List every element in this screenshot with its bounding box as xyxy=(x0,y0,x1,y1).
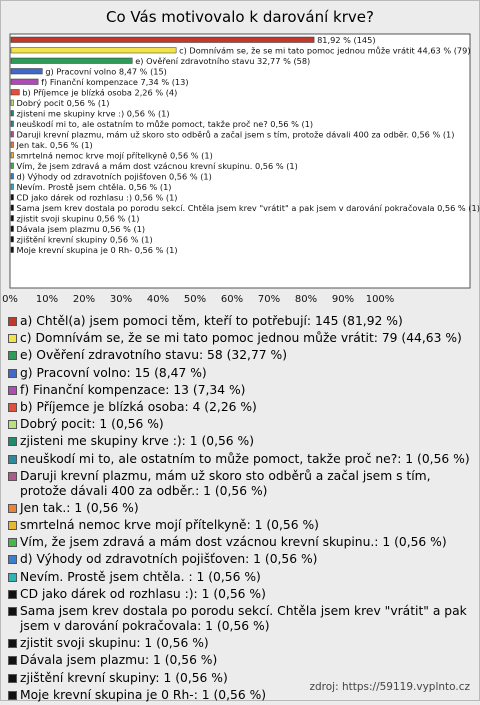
legend-label: b) Příjemce je blízká osoba: 4 (2,26 %) xyxy=(20,399,257,414)
legend-swatch xyxy=(8,639,17,648)
bar-label-19: Dávala jsem plazmu 0,56 % (1) xyxy=(16,224,146,235)
x-tick-label-5: 50% xyxy=(183,294,207,305)
legend-item xyxy=(8,331,476,346)
bar-label-4: g) Pracovní volno 8,47 % (15) xyxy=(45,66,167,77)
chart-plot xyxy=(0,0,480,310)
legend-swatch xyxy=(8,590,17,599)
legend-swatch xyxy=(8,504,17,513)
x-tick-label-8: 80% xyxy=(294,294,318,305)
bar-label-18: zjistit svoji skupinu 0,56 % (1) xyxy=(16,213,140,224)
legend-swatch xyxy=(8,437,17,446)
bar-18 xyxy=(11,216,14,222)
legend-label: e) Ověření zdravotního stavu: 58 (32,77 %) xyxy=(20,348,288,363)
legend-swatch xyxy=(8,521,17,530)
x-tick-label-2: 20% xyxy=(72,294,96,305)
legend-swatch xyxy=(8,420,17,429)
bar-label-10: Daruji krevní plazmu, mám už skoro sto odběrů a začal jsem s tím, protože dávali 400 za odběr. 0,56 % (1) xyxy=(16,129,455,140)
bar-3 xyxy=(11,58,132,64)
legend-label: Sama jsem krev dostala po porodu sekcí. Chtěla jsem krev "vrátit" a pak jsem v darování pokračovala: 1 (0,56 %) xyxy=(20,604,467,633)
legend-swatch xyxy=(8,472,17,481)
legend-item xyxy=(8,417,476,432)
legend-swatch xyxy=(8,334,17,343)
bar-label-3: e) Ověření zdravotního stavu 32,77 % (58) xyxy=(135,56,311,67)
x-tick-label-7: 70% xyxy=(257,294,281,305)
x-tick-label-10: 100% xyxy=(365,294,395,305)
legend-label: neuškodí mi to, ale ostatním to může pomoct, takže proč ne?: 1 (0,56 %) xyxy=(20,451,470,466)
legend-swatch xyxy=(8,691,17,700)
legend-item xyxy=(8,383,476,398)
legend-swatch xyxy=(8,317,17,326)
legend-label: Jen tak.: 1 (0,56 %) xyxy=(20,500,139,515)
bar-21 xyxy=(11,247,14,253)
legend-label: a) Chtěl(a) jsem pomoci těm, kteří to potřebují: 145 (81,92 %) xyxy=(20,314,403,328)
bar-8 xyxy=(11,111,14,117)
legend-label: zjisteni me skupiny krve :): 1 (0,56 %) xyxy=(20,434,255,449)
bar-10 xyxy=(11,132,14,138)
legend-item xyxy=(8,552,476,567)
legend-label: g) Pracovní volno: 15 (8,47 %) xyxy=(20,365,207,380)
bar-20 xyxy=(11,237,14,243)
legend-label: zjistit svoji skupinu: 1 (0,56 %) xyxy=(20,636,209,651)
bar-label-17: Sama jsem krev dostala po porodu sekcí. Chtěla jsem krev "vrátit" a pak jsem v darování pokračovala 0,56 % (1) xyxy=(16,203,480,214)
legend-item xyxy=(8,501,476,516)
bar-12 xyxy=(11,153,14,159)
legend-swatch xyxy=(8,403,17,412)
legend-label: CD jako dárek od rozhlasu :): 1 (0,56 %) xyxy=(20,586,266,601)
bar-label-14: d) Výhody od zdravotních pojišťoven 0,56 % (1) xyxy=(16,171,212,182)
bar-6 xyxy=(11,90,19,96)
chart-title: Co Vás motivovalo k darování krve? xyxy=(106,8,374,26)
bar-15 xyxy=(11,184,14,190)
legend-item xyxy=(8,469,476,499)
legend-item xyxy=(8,314,476,329)
bar-17 xyxy=(11,205,14,211)
bar-5 xyxy=(11,79,38,85)
bar-4 xyxy=(11,69,42,75)
legend-swatch xyxy=(8,369,17,378)
legend-label: f) Finanční kompenzace: 13 (7,34 %) xyxy=(20,382,246,397)
legend-label: Nevím. Prostě jsem chtěla. : 1 (0,56 %) xyxy=(20,569,261,584)
legend-label: Daruji krevní plazmu, mám už skoro sto odběrů a začal jsem s tím, protože dávali 400 za odběr.: 1 (0,56 %) xyxy=(20,468,431,498)
legend-item xyxy=(8,348,476,363)
bar-label-12: smrtelná nemoc krve mojí přítelkyně 0,56 % (1) xyxy=(16,150,213,161)
legend-label: smrtelná nemoc krve mojí přítelkyně: 1 (0,56 %) xyxy=(20,518,319,533)
bar-label-21: Moje krevní skupina je 0 Rh- 0,56 % (1) xyxy=(16,245,178,256)
bar-label-20: zjištění krevní skupiny 0,56 % (1) xyxy=(16,234,153,245)
bar-label-9: neuškodí mi to, ale ostatním to může pomoct, takže proč ne? 0,56 % (1) xyxy=(16,119,314,130)
legend-label: Vím, že jsem zdravá a mám dost vzácnou krevní skupinu.: 1 (0,56 %) xyxy=(20,535,447,550)
legend-swatch xyxy=(8,555,17,564)
legend-label: zjištění krevní skupiny: 1 (0,56 %) xyxy=(20,670,228,685)
bar-label-2: c) Domnívám se, že se mi tato pomoc jednou může vrátit 44,63 % (79) xyxy=(179,45,471,56)
bar-label-7: Dobrý pocit 0,56 % (1) xyxy=(16,98,110,109)
source-note: zdroj: https://59119.vyplnto.cz xyxy=(309,681,470,693)
legend-item xyxy=(8,518,476,533)
legend-item xyxy=(8,366,476,381)
legend-swatch xyxy=(8,607,17,616)
bar-16 xyxy=(11,195,14,201)
bar-11 xyxy=(11,142,14,148)
legend-item xyxy=(8,604,476,634)
legend-swatch xyxy=(8,656,17,665)
bar-label-15: Nevím. Prostě jsem chtěla. 0,56 % (1) xyxy=(16,182,172,193)
x-tick-label-3: 30% xyxy=(109,294,133,305)
legend-item xyxy=(8,400,476,415)
legend-item xyxy=(8,535,476,550)
x-tick-label-4: 40% xyxy=(146,294,170,305)
chart-legend xyxy=(8,314,476,705)
bar-9 xyxy=(11,121,14,127)
bar-7 xyxy=(11,100,14,106)
bar-label-11: Jen tak. 0,56 % (1) xyxy=(16,140,93,151)
legend-item xyxy=(8,452,476,467)
legend-label: Moje krevní skupina je 0 Rh-: 1 (0,56 %) xyxy=(20,687,267,702)
bar-13 xyxy=(11,163,14,169)
legend-swatch xyxy=(8,386,17,395)
x-tick-label-6: 60% xyxy=(220,294,244,305)
bar-label-6: b) Příjemce je blízká osoba 2,26 % (4) xyxy=(22,87,178,98)
legend-label: Dobrý pocit: 1 (0,56 %) xyxy=(20,417,164,432)
legend-item xyxy=(8,636,476,651)
legend-swatch xyxy=(8,538,17,547)
bar-label-16: CD jako dárek od rozhlasu :) 0,56 % (1) xyxy=(16,192,178,203)
legend-item xyxy=(8,587,476,602)
legend-item xyxy=(8,570,476,585)
bar-label-13: Vím, že jsem zdravá a mám dost vzácnou krevní skupinu. 0,56 % (1) xyxy=(16,161,298,172)
bar-label-5: f) Finanční kompenzace 7,34 % (13) xyxy=(41,77,189,88)
bar-label-8: zjisteni me skupiny krve :) 0,56 % (1) xyxy=(16,108,170,119)
legend-label: Dávala jsem plazmu: 1 (0,56 %) xyxy=(20,653,218,668)
legend-label: c) Domnívám se, že se mi tato pomoc jednou může vrátit: 79 (44,63 %) xyxy=(20,331,462,346)
bar-19 xyxy=(11,226,14,232)
legend-swatch xyxy=(8,351,17,360)
x-tick-label-1: 10% xyxy=(35,294,59,305)
x-tick-label-9: 90% xyxy=(331,294,355,305)
legend-label: d) Výhody od zdravotních pojišťoven: 1 (0,56 %) xyxy=(20,552,318,567)
x-tick-label-0: 0% xyxy=(2,294,18,305)
legend-swatch xyxy=(8,674,17,683)
legend-item xyxy=(8,653,476,668)
bar-14 xyxy=(11,174,14,180)
legend-item xyxy=(8,434,476,449)
bar-1 xyxy=(11,37,314,43)
bar-label-1: 81,92 % (145) xyxy=(317,35,376,46)
bar-2 xyxy=(11,48,176,54)
legend-swatch xyxy=(8,455,17,464)
legend-swatch xyxy=(8,573,17,582)
